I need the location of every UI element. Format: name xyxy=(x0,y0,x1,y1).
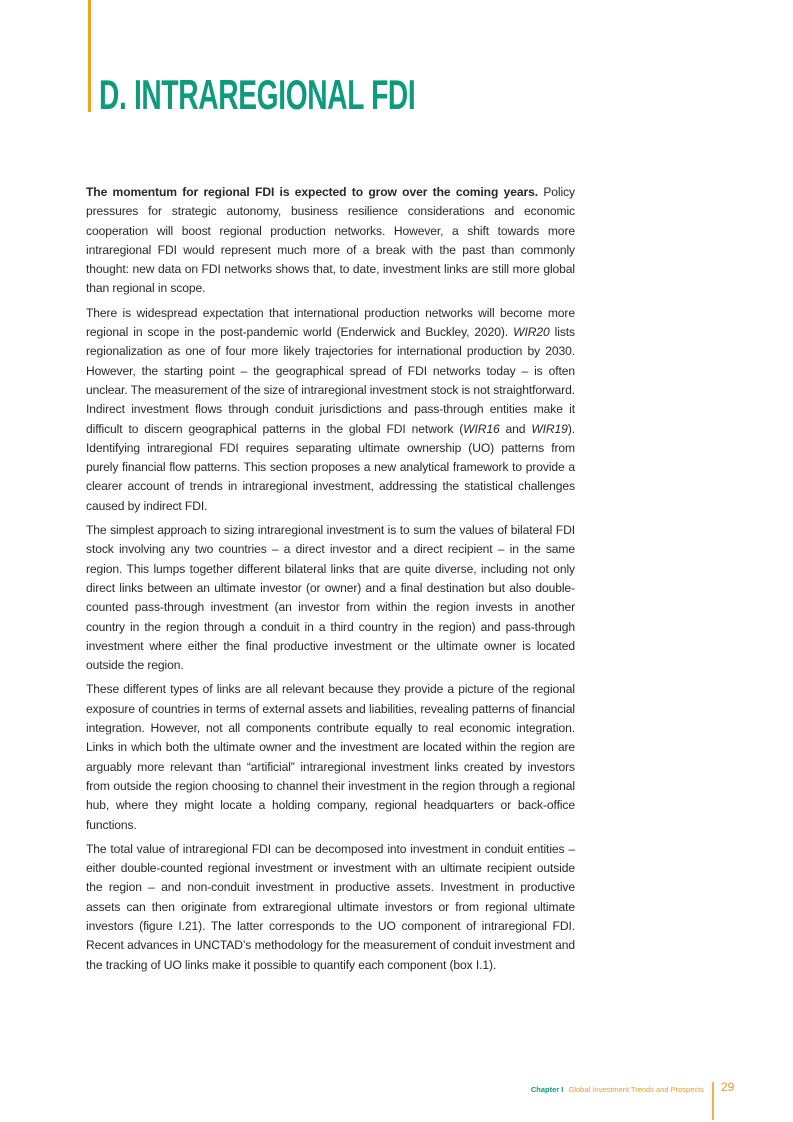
footer-accent-bar xyxy=(712,1082,714,1120)
footer-chapter-title: Global Investment Trends and Prospects xyxy=(568,1085,704,1094)
paragraph-3: The simplest approach to sizing intraregional investment is to sum the values of bilateral FDI stock involving any two countries – a direct investor and a direct recipient – in the same region. This lumps together different bilateral links that are quite diverse, including not only direct links between an ultimate investor (or owner) and a final destination but also double-counted pass-through investment (an investor from within the region invests in another country in the region through a conduit in a third country in the region) and pass-through investment where either the final productive investment or the ultimate owner is located outside the region. xyxy=(86,523,575,673)
footer-breadcrumb xyxy=(531,1086,704,1094)
section-accent-bar xyxy=(88,0,91,112)
paragraph-2: There is widespread expectation that international production networks will become more regional in scope in the post-pandemic world (Enderwick and Buckley, 2020). WIR20 lists regionalization as one of four more likely trajectories for international production by 2030. However, the starting point – the geographical spread of FDI networks today – is often unclear. The measurement of the size of intraregional investment stock is not straightforward. Indirect investment flows through conduit jurisdictions and pass-through entities make it difficult to discern geographical patterns in the global FDI network (WIR16 and WIR19). Identifying intraregional FDI requires separating ultimate ownership (UO) patterns from purely financial flow patterns. This section proposes a new analytical framework to provide a clearer account of trends in intraregional investment, addressing the statistical challenges caused by indirect FDI. xyxy=(86,305,575,513)
paragraph-1: The momentum for regional FDI is expected to grow over the coming years. Policy pressures for strategic autonomy, business resilience considerations and economic cooperation will boost regional production networks. However, a shift towards more intraregional FDI would represent much more of a break with the past than commonly thought: new data on FDI networks shows that, to date, investment links are still more global than regional in scope. xyxy=(86,185,575,296)
paragraph-5: The total value of intraregional FDI can be decomposed into investment in conduit entities – either double-counted regional investment or investment with an ultimate recipient outside the region – and non-conduit investment in productive assets. Investment in productive assets can then originate from extraregional ultimate investors or from regional ultimate investors (figure I.21). The latter corresponds to the UO component of intraregional FDI. Recent advances in UNCTAD’s methodology for the measurement of conduit investment and the tracking of UO links make it possible to quantify each component (box I.1). xyxy=(86,841,575,972)
paragraph-4: These different types of links are all relevant because they provide a picture of the regional exposure of countries in terms of external assets and liabilities, revealing patterns of financial integration. However, not all components contribute equally to real economic integration. Links in which both the ultimate owner and the investment are located within the region are arguably more relevant than “artificial” intraregional investment links created by investors from outside the region choosing to channel their investment in the region through a regional hub, where they might locate a holding company, regional headquarters or back-office functions. xyxy=(86,682,575,832)
body-text-column xyxy=(86,183,575,980)
page-number: 29 xyxy=(721,1080,735,1094)
section-title: D. INTRAREGIONAL FDI xyxy=(99,71,416,118)
footer-chapter-label: Chapter I xyxy=(530,1085,564,1094)
